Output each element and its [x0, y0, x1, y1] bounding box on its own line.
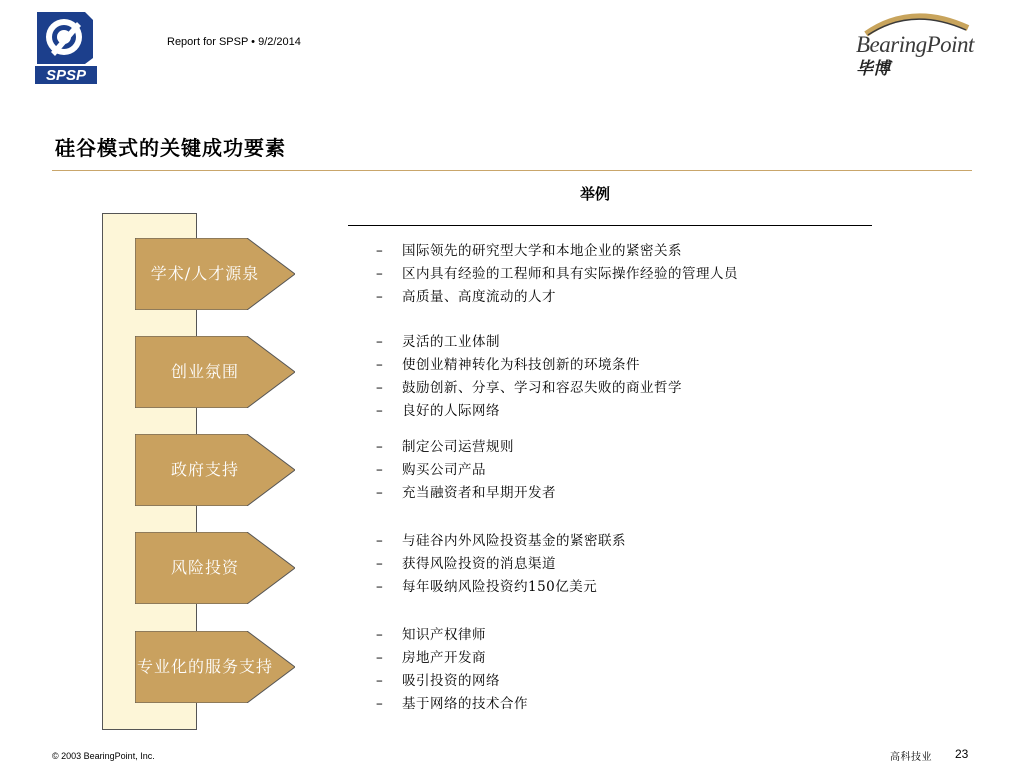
example-item: – 高质量、高度流动的人才 — [376, 289, 556, 305]
example-item: – 鼓励创新、分享、学习和容忍失败的商业哲学 — [376, 380, 682, 396]
factor-label: 学术/人才源泉 — [150, 264, 260, 283]
example-item: – 购买公司产品 — [376, 462, 486, 478]
example-item: – 房地产开发商 — [376, 650, 486, 666]
factor-entrepreneurial-climate — [135, 336, 295, 408]
factor-2-examples — [376, 436, 556, 505]
example-item: – 区内具有经验的工程师和具有实际操作经验的管理人员 — [376, 266, 738, 282]
factor-professional-services — [135, 631, 295, 703]
report-header: Report for SPSP • 9/2/2014 — [167, 36, 301, 48]
examples-divider — [348, 225, 872, 226]
example-item: – 制定公司运营规则 — [376, 439, 514, 455]
factor-3-examples — [376, 530, 626, 599]
factor-talent-source — [135, 238, 295, 310]
page-number: 23 — [955, 747, 969, 761]
example-item: – 灵活的工业体制 — [376, 334, 500, 350]
factor-label: 专业化的服务支持 — [136, 657, 273, 676]
example-item: – 与硅谷内外风险投资基金的紧密联系 — [376, 533, 626, 549]
example-item: – 获得风险投资的消息渠道 — [376, 556, 556, 572]
example-item: – 国际领先的研究型大学和本地企业的紧密关系 — [376, 243, 682, 259]
bearingpoint-chinese-name: 毕博 — [856, 59, 890, 79]
factor-label: 创业氛围 — [170, 362, 239, 381]
factor-venture-capital — [135, 532, 295, 604]
footer-copyright: © 2003 BearingPoint, Inc. — [52, 751, 155, 761]
examples-heading: 举例 — [580, 185, 611, 203]
example-item: – 知识产权律师 — [376, 627, 486, 643]
factor-4-examples — [376, 624, 528, 716]
footer-category: 高科技业 — [890, 752, 932, 763]
example-item: – 吸引投资的网络 — [376, 673, 500, 689]
factor-label: 风险投资 — [170, 558, 239, 577]
bearingpoint-logo — [852, 8, 977, 78]
factor-0-examples — [376, 240, 738, 309]
factor-government-support — [135, 434, 295, 506]
spsp-logo-text: SPSP — [45, 67, 87, 84]
example-item: – 基于网络的技术合作 — [376, 696, 528, 712]
example-item: – 使创业精神转化为科技创新的环境条件 — [376, 357, 640, 373]
factor-1-examples — [376, 331, 682, 423]
page-title: 硅谷模式的关键成功要素 — [55, 136, 286, 160]
example-item: – 良好的人际网络 — [376, 403, 500, 419]
factor-label: 政府支持 — [170, 460, 239, 479]
example-item: – 每年吸纳风险投资约150亿美元 — [376, 579, 598, 595]
spsp-logo — [31, 10, 99, 85]
bearingpoint-wordmark: BearingPoint — [856, 32, 974, 57]
example-item: – 充当融资者和早期开发者 — [376, 485, 556, 501]
title-divider — [52, 170, 972, 171]
